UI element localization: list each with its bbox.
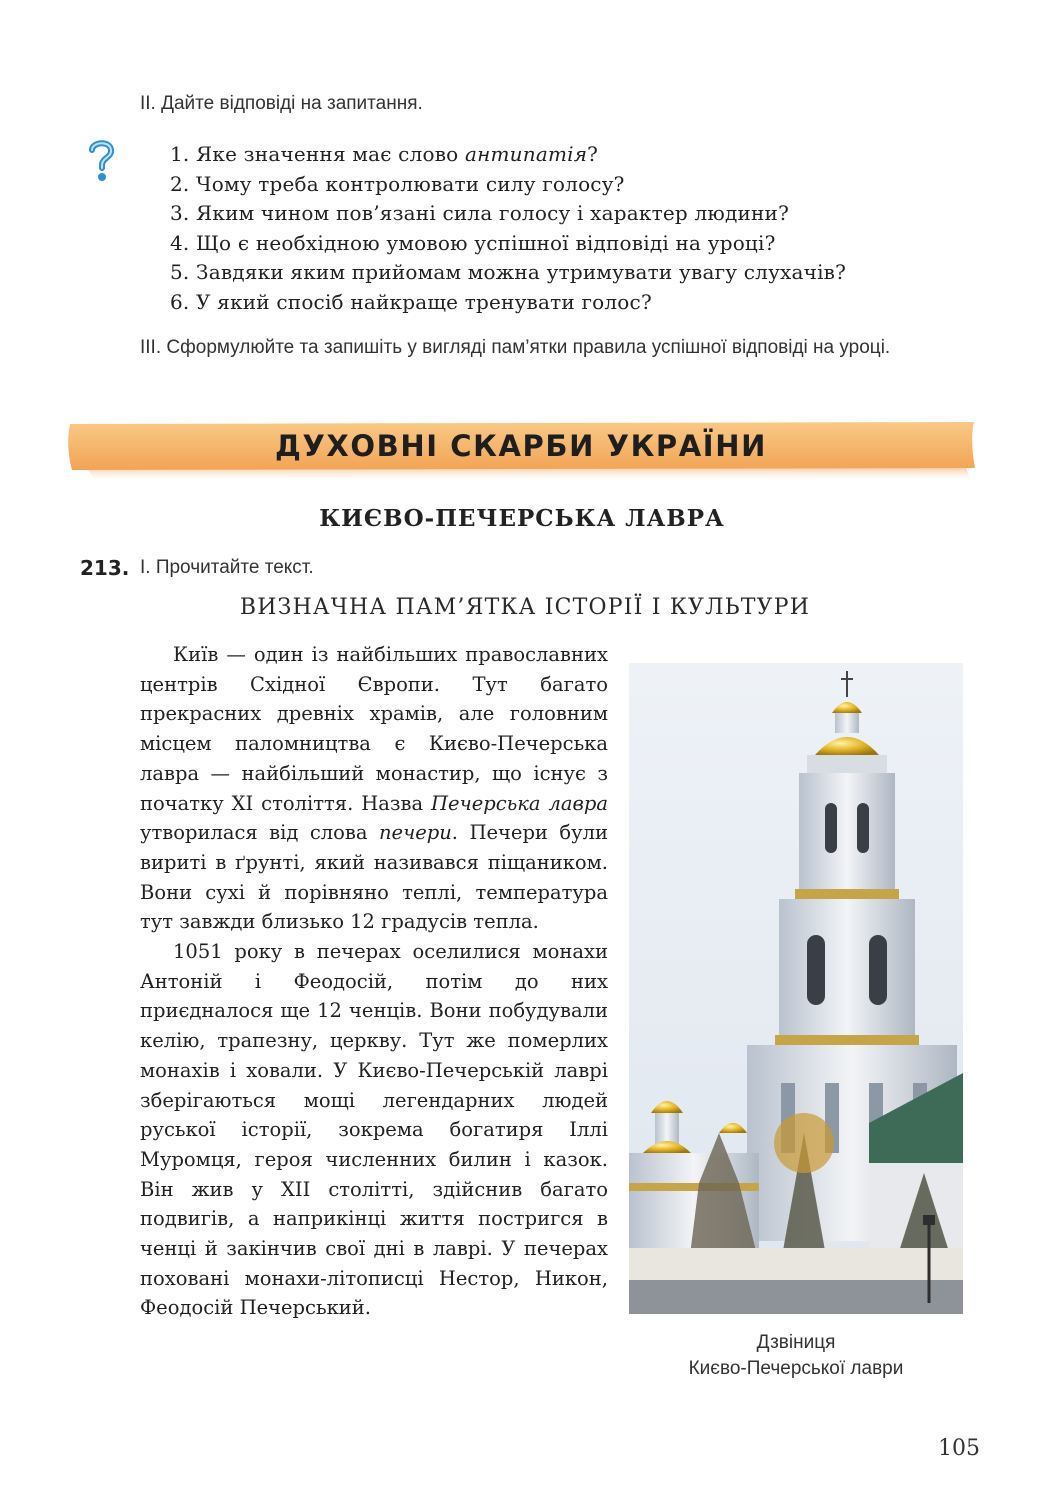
question-item: 1. Яке значення має слово антипатія?: [170, 142, 599, 166]
task-2-instruction: II. Дайте відповіді на запитання.: [140, 93, 423, 114]
paragraph: 1051 року в печерах оселилися монахи Антоній і Феодосій, потім до них приєдналося ще 12 ченців. Вони побудували келію, трапезну, церкву. Тут же померлих монахів і ховали. У Києво-Печерській лаврі зберігаються мощі легендарних людей руської історії, зокрема богатиря Іллі Муромця, героя численних билин і казок. Він жив у XII столітті, здійснив багато подвигів, а наприкінці життя постригся в ченці й закінчив свої дні в лаврі. У печерах поховані монахи-літописці Нестор, Никон, Феодосій Печерський.: [140, 940, 608, 1320]
question-item: 4. Що є необхідною умовою успішної відповіді на уроці?: [170, 230, 776, 255]
banner-title: ДУХОВНІ СКАРБИ УКРАЇНИ: [275, 429, 767, 463]
question-mark-icon: [86, 138, 116, 182]
page-number: 105: [938, 1436, 980, 1461]
exercise-number: 213.: [80, 556, 130, 580]
exercise-instruction: I. Прочитайте текст.: [140, 557, 314, 578]
paragraph: Київ — один із найбільших православних центрів Східної Європи. Тут багато прекрасних древніх храмів, але головним місцем паломництва є Києво-Печерська лавра — найбільший монастир, що існує з початку XI століття. Назва Печерська лавра утворилася від слова печери. Печери були вириті в ґрунті, який називався піщаником. Вони сухі й порівняно теплі, температура тут завжди близько 12 градусів тепла.: [140, 643, 608, 934]
photo-caption: [629, 1330, 963, 1382]
caption-line: Дзвіниця: [756, 1332, 836, 1353]
question-item: 6. У який спосіб найкраще тренувати голос?: [170, 289, 652, 314]
question-item: 3. Яким чином пов’язані сила голосу і характер людини?: [170, 201, 789, 225]
reading-text: [140, 640, 608, 1323]
question-item: 5. Завдяки яким прийомам можна утримувати увагу слухачів?: [170, 260, 847, 284]
section-title: КИЄВО-ПЕЧЕРСЬКА ЛАВРА: [319, 505, 725, 532]
text-title: ВИЗНАЧНА ПАМ’ЯТКА ІСТОРІЇ І КУЛЬТУРИ: [239, 595, 811, 620]
question-item: 2. Чому треба контролювати силу голосу?: [170, 171, 625, 196]
bell-tower-photo: [629, 663, 963, 1314]
questions-list: [170, 140, 846, 317]
caption-line: Києво-Печерської лаври: [688, 1358, 904, 1379]
task-3-instruction: III. Сформулюйте та запишіть у вигляді пам’ятки правила успішної відповіді на уроці.: [140, 337, 891, 358]
